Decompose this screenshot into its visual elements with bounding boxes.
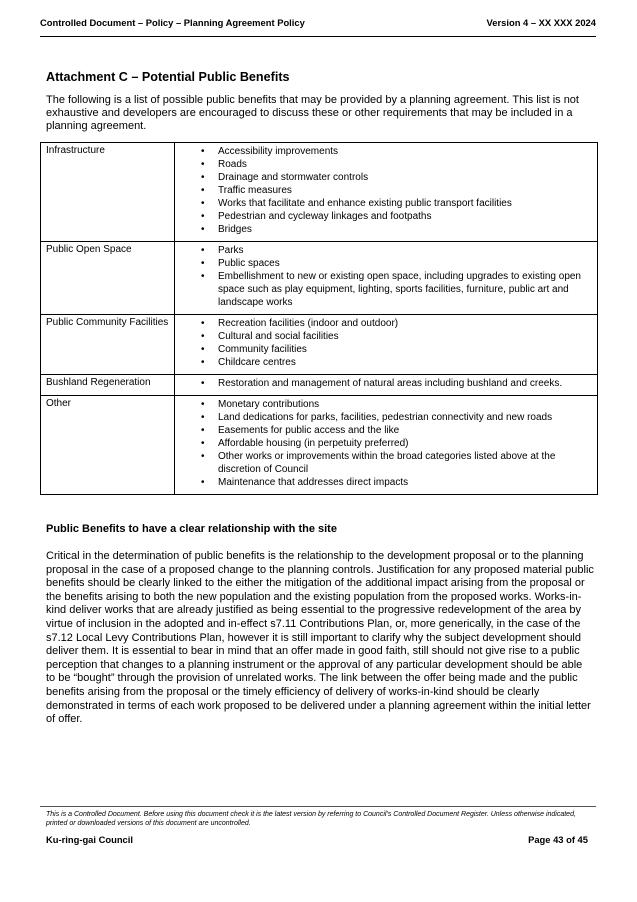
header-divider [40, 36, 596, 37]
header-version: Version 4 – XX XXX 2024 [486, 17, 596, 28]
attachment-title: Attachment C – Potential Public Benefits [46, 70, 290, 84]
header-document-title: Controlled Document – Policy – Planning Agreement Policy [40, 17, 305, 28]
benefit-list [175, 398, 593, 489]
benefit-category: Other [41, 396, 175, 495]
table-row [41, 375, 598, 396]
list-item: • Recreation facilities (indoor and outdoor) [175, 317, 593, 330]
list-item: • Roads [175, 158, 593, 171]
list-item: • Pedestrian and cycleway linkages and footpaths [175, 210, 593, 223]
list-item: • Easements for public access and the like [175, 424, 593, 437]
footer-page-number: Page 43 of 45 [528, 834, 588, 845]
public-benefits-table [40, 142, 598, 495]
benefit-list [175, 244, 593, 309]
benefit-items-cell [175, 396, 598, 495]
table-row [41, 143, 598, 242]
list-item: • Drainage and stormwater controls [175, 171, 593, 184]
benefit-items-cell [175, 143, 598, 242]
attachment-intro: The following is a list of possible public benefits that may be provided by a planning agreement. This list is not exhaustive and developers are encouraged to discuss these or other requirements that may be included in a planning agreement. [46, 94, 579, 132]
list-item: • Accessibility improvements [175, 145, 593, 158]
list-item: • Cultural and social facilities [175, 330, 593, 343]
page-footer [46, 834, 588, 845]
benefit-category: Bushland Regeneration [41, 375, 175, 396]
benefit-category: Public Community Facilities [41, 315, 175, 375]
list-item: • Embellishment to new or existing open space, including upgrades to existing open space such as play equipment, lighting, sports facilities, furniture, public art and landscape works [175, 270, 593, 309]
list-item: • Bridges [175, 223, 593, 236]
section-body: Critical in the determination of public benefits is the relationship to the development proposal or to the planning proposal in the case of a proposed change to the planning controls. Justification for any proposed material public benefits should be clearly linked to the either the mitigation of the additional impact arising from the proposal or the benefits arising to both the new population and the existing population from the proposed works. Works-in-kind deliver works that are already justified as being essential to the progressive redevelopment of the area by virtue of inclusion in the adopted and in-effect s7.11 Contributions Plan, or, more generically, in the case of the s7.12 Local Levy Contributions Plan, however it is still important to clarify why the subject development should deliver them. It is essential to bear in mind that an offer made in good faith, still should not give rise to a public perception that changes to a planning instrument or the approval of any particular development should be able to be “bought” through the provision of unrelated works. The link between the offer being made and the public benefits arising from the proposal or the timely efficiency of delivery of works-in-kind should be clearly demonstrated in terms of each work proposed to be delivered under a planning agreement within the initial letter of offer. [46, 550, 594, 726]
list-item: • Childcare centres [175, 356, 593, 369]
footer-divider [40, 806, 596, 807]
page-header [40, 17, 596, 28]
list-item: • Restoration and management of natural areas including bushland and creeks. [175, 377, 593, 390]
table-row [41, 242, 598, 315]
benefit-category: Public Open Space [41, 242, 175, 315]
list-item: • Maintenance that addresses direct impacts [175, 476, 593, 489]
table-row [41, 396, 598, 495]
list-item: • Monetary contributions [175, 398, 593, 411]
benefit-items-cell [175, 315, 598, 375]
benefit-list [175, 145, 593, 236]
public-benefits-table-body [41, 143, 598, 495]
benefit-items-cell [175, 375, 598, 396]
list-item: • Affordable housing (in perpetuity preferred) [175, 437, 593, 450]
footer-disclaimer: This is a Controlled Document. Before using this document check it is the latest version by referring to Council’s Controlled Document Register. Unless otherwise indicated, printed or downloaded versions of this document are uncontrolled. [46, 811, 576, 827]
table-row [41, 315, 598, 375]
list-item: • Works that facilitate and enhance existing public transport facilities [175, 197, 593, 210]
list-item: • Parks [175, 244, 593, 257]
list-item: • Traffic measures [175, 184, 593, 197]
benefit-items-cell [175, 242, 598, 315]
list-item: • Community facilities [175, 343, 593, 356]
list-item: • Land dedications for parks, facilities, pedestrian connectivity and new roads [175, 411, 593, 424]
benefit-category: Infrastructure [41, 143, 175, 242]
benefit-list [175, 317, 593, 369]
list-item: • Public spaces [175, 257, 593, 270]
section-heading: Public Benefits to have a clear relationship with the site [46, 523, 337, 535]
benefit-list [175, 377, 593, 390]
list-item: • Other works or improvements within the broad categories listed above at the discretion of Council [175, 450, 593, 476]
footer-organisation: Ku-ring-gai Council [46, 834, 133, 845]
